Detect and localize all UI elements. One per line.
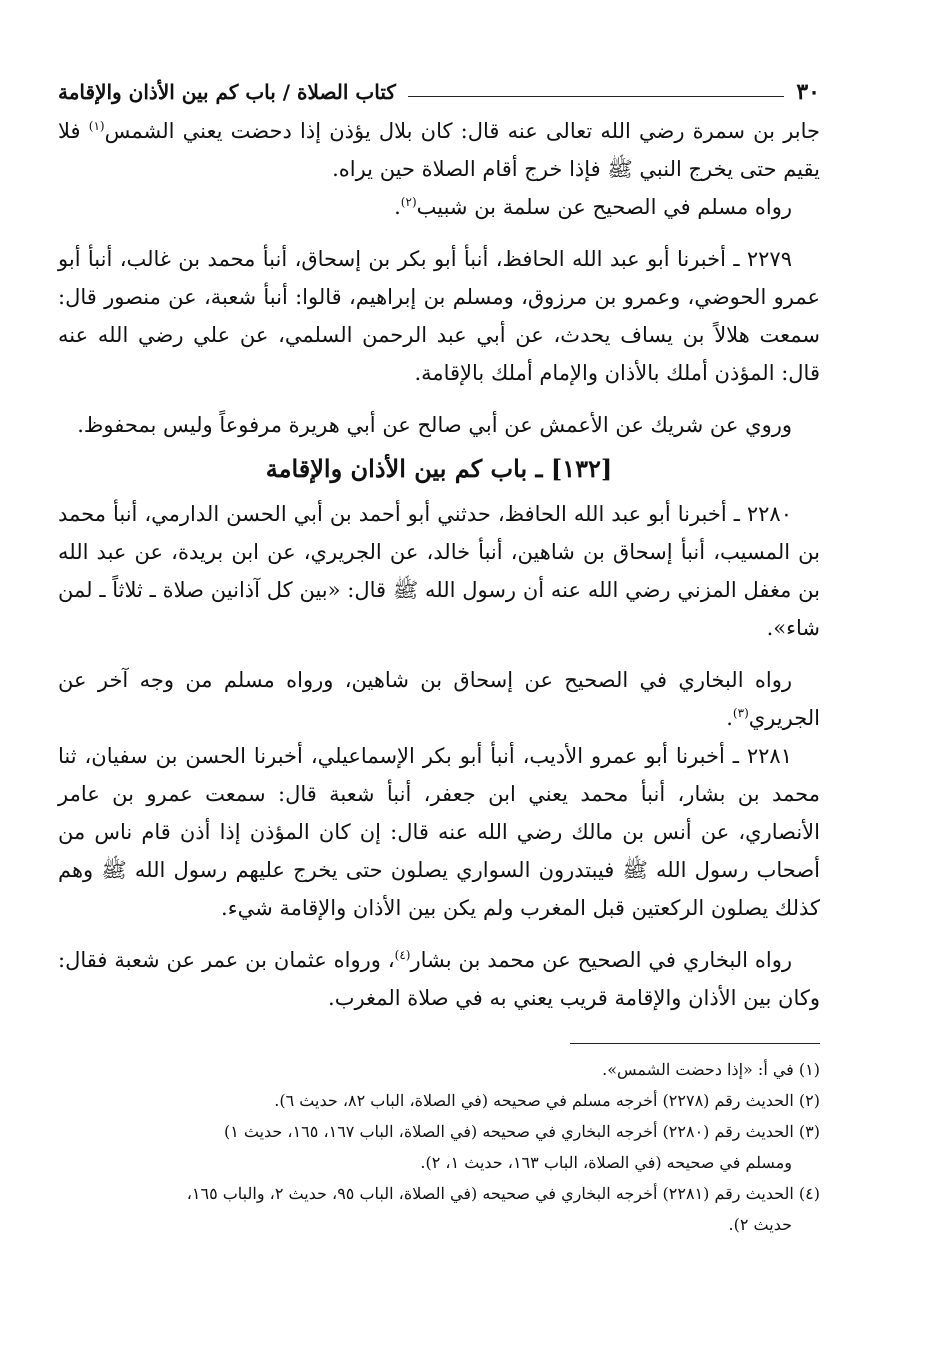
paragraph-4: وروي عن شريك عن الأعمش عن أبي صالح عن أبي هريرة مرفوعاً وليس بمحفوظ. [77, 413, 792, 437]
paragraph-text: جابر بن سمرة رضي الله تعالى عنه قال: كان بلال يؤذن إذا دحضت يعني الشمس [104, 119, 821, 143]
footnote-4 [58, 1178, 820, 1240]
running-title: كتاب الصلاة / باب كم بين الأذان والإقامة [58, 80, 396, 104]
footnote-ref-3[interactable]: (٣) [732, 706, 749, 720]
chapter-title: [١٣٢] ـ باب كم بين الأذان والإقامة [265, 454, 613, 483]
footnote-3 [58, 1116, 820, 1178]
footnote-4-line-2: حديث ٢). [728, 1215, 792, 1234]
footnote-ref-4[interactable]: (٤) [394, 948, 411, 962]
hadith-2280: ٢٢٨٠ ـ أخبرنا أبو عبد الله الحافظ، حدثني أبو أحمد بن أبي الحسن الدارمي، أنبأ محمد بن المسيب، أنبأ إسحاق بن شاهين، أنبأ خالد، عن الجريري، عن ابن بريدة، عن عبد الله بن مغفل المزني رضي الله عنه أن رسول الله ﷺ قال: «بين كل آذانين صلاة ـ ثلاثاً ـ لمن شاء». [58, 502, 820, 640]
paragraph-text: رواه مسلم في الصحيح عن سلمة بن شبيب [416, 195, 792, 219]
footnote-ref-1[interactable]: (١) [88, 119, 105, 133]
hadith-2281: ٢٢٨١ ـ أخبرنا أبو عمرو الأديب، أنبأ أبو بكر الإسماعيلي، أخبرنا الحسن بن سفيان، ثنا محمد بن بشار، أنبأ محمد يعني ابن جعفر، أنبأ شعبة قال: سمعت عمرو بن عامر الأنصاري، عن أنس بن مالك رضي الله عنه قال: إن كان المؤذن إذا أذن قام ناس من أصحاب رسول الله ﷺ فيبتدرون السواري يصلون حتى يخرج عليهم رسول الله ﷺ وهم كذلك يصلون الركعتين قبل المغرب ولم يكن بين الأذان والإقامة شيء. [58, 744, 820, 920]
footnote-3-line-1: (٣) الحديث رقم (٢٢٨٠) أخرجه البخاري في صحيحه (في الصلاة، الباب ١٦٧، ١٦٥، حديث ١) [223, 1122, 820, 1141]
paragraph-text: رواه البخاري في الصحيح عن محمد بن بشار [410, 948, 792, 972]
paragraph-text: رواه البخاري في الصحيح عن إسحاق بن شاهين، ورواه مسلم من وجه آخر عن الجريري [58, 668, 820, 730]
running-header [58, 72, 820, 112]
paragraph-text: ، ورواه عثمان بن عمر عن شعبة فقال: وكان بين الأذان والإقامة قريب يعني به في صلاة المغرب. [58, 948, 820, 1010]
book-page [58, 72, 820, 1240]
paragraph-text: . [394, 195, 401, 219]
footnotes [58, 1054, 820, 1240]
footnote-2: (٢) الحديث رقم (٢٢٧٨) أخرجه مسلم في صحيحه (في الصلاة، الباب ٨٢، حديث ٦). [274, 1091, 820, 1110]
paragraph-1 [58, 112, 820, 188]
page-number: ٣٠ [796, 79, 820, 105]
paragraph-8 [58, 941, 820, 1017]
paragraph-text: فلا يقيم حتى يخرج النبي ﷺ فإذا خرج أقام الصلاة حين يراه. [58, 119, 820, 181]
hadith-2279: ٢٢٧٩ ـ أخبرنا أبو عبد الله الحافظ، أنبأ أبو بكر بن إسحاق، أنبأ محمد بن غالب، أنبأ أبو عمرو الحوضي، وعمرو بن مرزوق، ومسلم بن إبراهيم، قالوا: أنبأ شعبة، عن منصور قال: سمعت هلالاً بن يساف يحدث، عن أبي عبد الرحمن السلمي، عن علي رضي الله عنه قال: المؤذن أملك بالأذان والإمام أملك بالإقامة. [58, 247, 820, 385]
paragraph-text: . [726, 706, 733, 730]
footnote-ref-2[interactable]: (٢) [400, 195, 417, 209]
footnote-3-line-2: ومسلم في صحيحه (في الصلاة، الباب ١٦٣، حديث ١، ٢). [420, 1153, 792, 1172]
paragraph-6 [58, 661, 820, 737]
header-rule [408, 96, 784, 97]
footnote-separator [570, 1043, 820, 1044]
footnote-1: (١) في أ: «إذا دحضت الشمس». [602, 1060, 820, 1079]
paragraph-2 [58, 188, 820, 226]
footnote-4-line-1: (٤) الحديث رقم (٢٢٨١) أخرجه البخاري في صحيحه (في الصلاة، الباب ٩٥، حديث ٢، والباب ١٦٥، [186, 1184, 820, 1203]
